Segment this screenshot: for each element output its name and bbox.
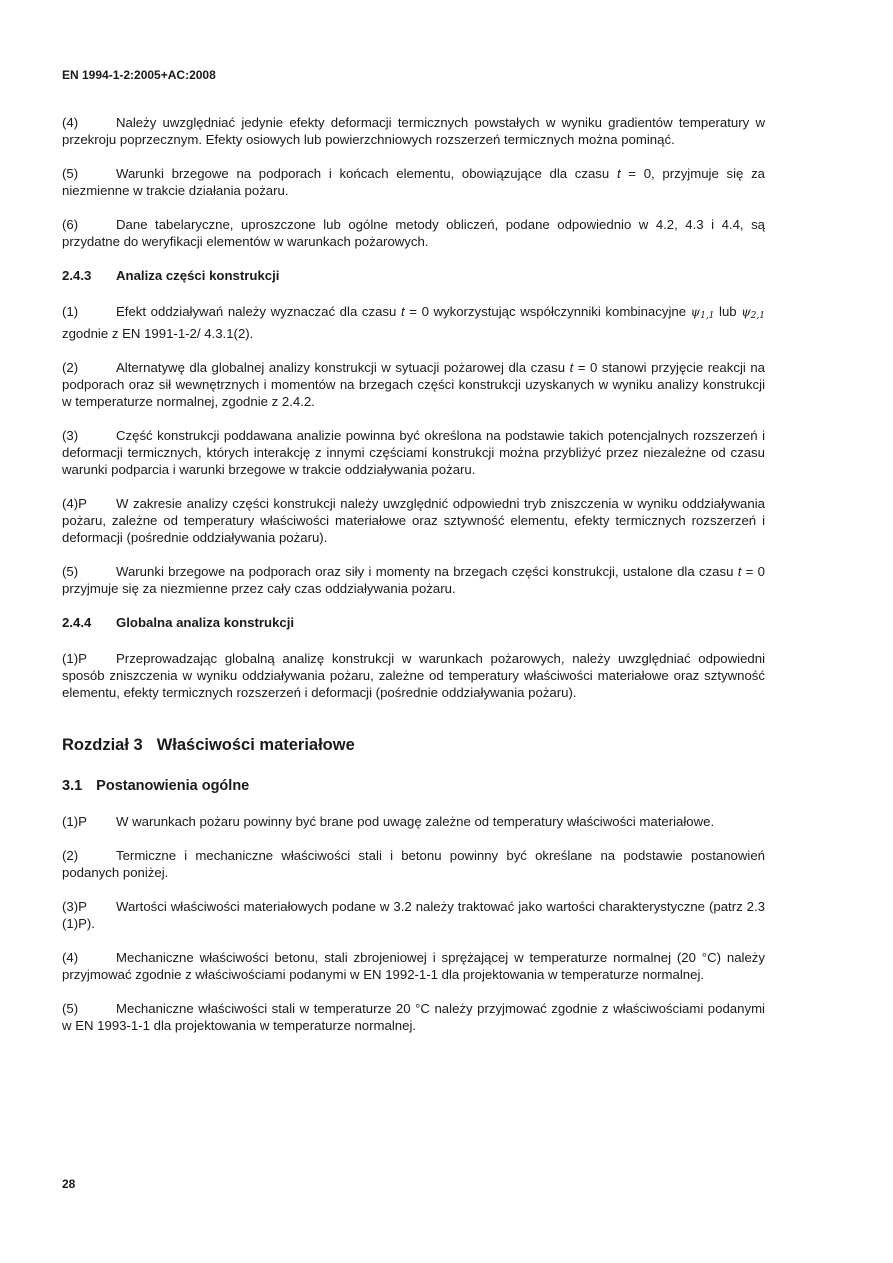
clause-3-1-1p: (1)P W warunkach pożaru powinny być brane pod uwagę zależne od temperatury właściwości materiałowe. <box>62 814 715 829</box>
clause-2-4-3-1: (1) Efekt oddziaływań należy wyznaczać dla czasu t = 0 wykorzystując współczynniki kombinacyjne $\psi_{1,1}$ lub $\psi_{2,1}$ zgodnie z EN 1991-1-2/ 4.3.1(2). <box>62 304 765 341</box>
clause-2-4-2-5: (5) Warunki brzegowe na podporach i końcach elementu, obowiązujące dla czasu t = 0, przyjmuje się za niezmienne w trakcie działania pożaru. <box>62 166 766 198</box>
clause-3-1-3p: (3)P Wartości właściwości materiałowych podane w 3.2 należy traktować jako wartości charakterystyczne (patrz 2.3 (1)P). <box>62 899 765 931</box>
standard-header: EN 1994-1-2:2005+AC:2008 <box>62 68 216 82</box>
clause-2-4-3-4p: (4)P W zakresie analizy części konstrukcji należy uwzględnić odpowiedni tryb zniszczenia w wyniku oddziaływania pożaru, zależne od temperatury właściwości materiałowe oraz sztywność elementu, efekty termicznych rozszerzeń i deformacji (pośrednie oddziaływania pożaru). <box>62 496 765 545</box>
page-content <box>62 114 765 1051</box>
clause-3-1-4: (4) Mechaniczne właściwości betonu, stali zbrojeniowej i sprężającej w temperaturze normalnej (20 °C) należy przyjmować zgodnie z właściwościami podanymi w EN 1992-1-1 dla projektowania w temperaturze normalnej. <box>62 950 765 982</box>
section-heading-2-4-4: 2.4.4 Globalna analiza konstrukcji <box>62 615 295 630</box>
section-heading-3-1: 3.1 Postanowienia ogólne <box>62 778 250 794</box>
clause-3-1-2: (2) Termiczne i mechaniczne właściwości stali i betonu powinny być określane na podstawie postanowień podanych poniżej. <box>62 848 765 880</box>
clause-3-1-5: (5) Mechaniczne właściwości stali w temperaturze 20 °C należy przyjmować zgodnie z właściwościami podanymi w EN 1993-1-1 dla projektowania w temperaturze normalnej. <box>62 1001 765 1033</box>
clause-2-4-3-3: (3) Część konstrukcji poddawana analizie powinna być określona na podstawie takich potencjalnych rozszerzeń i deformacji termicznych, których interakcję z innymi częściami konstrukcji można przybliżyć przez niezależne od czasu warunki podparcia i warunki brzegowe w trakcie oddziaływania pożaru. <box>62 428 765 477</box>
chapter-heading: Rozdział 3 Właściwości materiałowe <box>62 736 355 754</box>
section-heading-2-4-3: 2.4.3 Analiza części konstrukcji <box>62 268 280 283</box>
clause-2-4-4-1p: (1)P Przeprowadzając globalną analizę konstrukcji w warunkach pożarowych, należy uwzględniać odpowiedni sposób zniszczenia w wyniku oddziaływania pożaru, zależne od temperatury właściwości materiałowe oraz sztywność elementu, efekty termicznych rozszerzeń i deformacji (pośrednie oddziaływania pożaru). <box>62 651 765 700</box>
clause-2-4-3-5: (5) Warunki brzegowe na podporach oraz siły i momenty na brzegach części konstrukcji, ustalone dla czasu t = 0 przyjmuje się za niezmienne przez cały czas oddziaływania pożaru. <box>62 564 765 596</box>
page-number: 28 <box>62 1177 76 1191</box>
clause-2-4-2-4: (4) Należy uwzględniać jedynie efekty deformacji termicznych powstałych w wyniku gradientów temperatury w przekroju poprzecznym. Efekty osiowych lub powierzchniowych rozszerzeń termicznych można pominąć. <box>62 115 765 147</box>
clause-2-4-3-2: (2) Alternatywę dla globalnej analizy konstrukcji w sytuacji pożarowej dla czasu t = 0 stanowi przyjęcie reakcji na podporach oraz sił wewnętrznych i momentów na brzegach części konstrukcji uzyskanych w wyniku analizy konstrukcji w temperaturze normalnej, zgodnie z 2.4.2. <box>62 360 766 409</box>
clause-2-4-2-6: (6) Dane tabelaryczne, uproszczone lub ogólne metody obliczeń, podane odpowiednio w 4.2, 4.3 i 4.4, są przydatne do weryfikacji elementów w warunkach pożarowych. <box>62 217 765 249</box>
